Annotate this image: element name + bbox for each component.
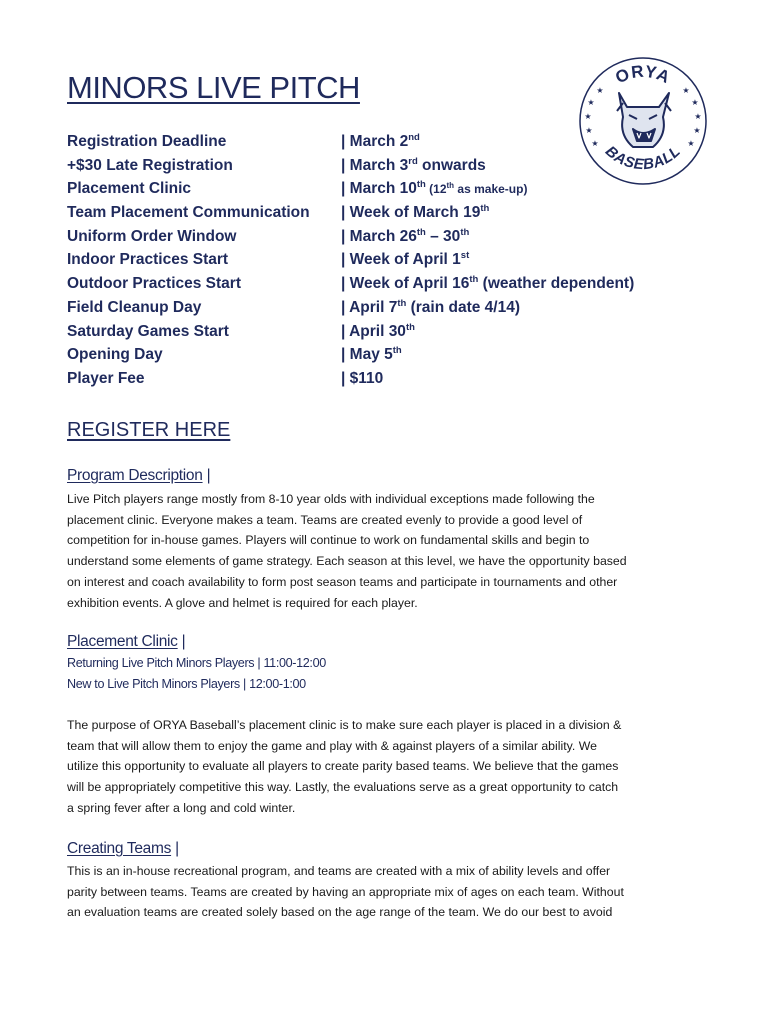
ordinal-suffix: th [446,181,455,191]
schedule-separator: | [341,180,350,198]
orya-baseball-logo [577,55,709,187]
schedule-value [341,228,469,246]
schedule-extra: (rain date 4/14) [406,298,520,316]
schedule-label: Saturday Games Start [67,322,229,340]
schedule-date: Week of April 16 [349,275,470,293]
schedule-label: Opening Day [67,346,163,364]
schedule-date: Week of April 1 [349,251,461,269]
register-here-link[interactable]: REGISTER HERE [67,419,231,441]
creating-teams-label: Creating Teams [67,840,172,857]
heading-separator: | [177,633,186,650]
text-line: an evaluation teams are created solely based on the age range of the team. We do our best to avoid [67,905,613,920]
schedule-label: Team Placement Communication [67,204,310,222]
schedule-value [341,323,415,341]
schedule-label: Uniform Order Window [67,227,237,245]
schedule-separator: | [341,322,350,340]
svg-text:★: ★ [687,139,695,148]
svg-text:★: ★ [584,112,592,121]
schedule-date: May 5 [349,346,393,364]
schedule-separator: | [341,346,350,364]
schedule-separator: | [341,369,350,387]
program-description-label: Program Description [67,467,203,484]
schedule-extra: (weather dependent) [478,275,635,293]
ordinal-suffix: rd [408,155,418,167]
heading-separator: | [202,467,211,484]
schedule-value [341,133,420,151]
text-line: will be appropriately competitive this way. Lastly, the evaluations serve as a great opportunity to catch [67,780,619,795]
schedule-value [341,370,383,388]
schedule-value [341,251,469,269]
placement-clinic-label: Placement Clinic [67,633,178,650]
text-line: team that will allow them to enjoy the game and play with & against players of a similar ability. We [67,738,597,753]
text-line: Live Pitch players range mostly from 8-10 year olds with individual exceptions made following the [67,492,595,506]
svg-text:★: ★ [691,98,699,107]
schedule-label: Player Fee [67,369,145,387]
text-line: This is an in-house recreational program, and teams are created with a mix of ability levels and offer [67,864,611,878]
text-line: placement clinic. Everyone makes a team. Teams are created evenly to provide a good level of [67,512,583,527]
clinic-time-new: New to Live Pitch Minors Players | 12:00-1:00 [67,677,306,691]
schedule-label: Indoor Practices Start [67,251,229,269]
schedule-date: Week of March 19 [349,204,481,222]
schedule-separator: | [341,133,350,150]
ordinal-suffix: nd [408,132,420,143]
placement-clinic-heading [67,633,185,651]
ordinal-suffix: th [460,226,470,238]
clinic-time-returning: Returning Live Pitch Minors Players | 11:00-12:00 [67,656,326,670]
ordinal-suffix: st [460,250,470,262]
creating-teams-heading [67,840,179,858]
schedule-date: March 3 [349,156,409,174]
text-line: a spring fever after a long and cold winter. [67,800,296,815]
ordinal-suffix: th [480,203,490,215]
schedule-separator: | [341,251,350,269]
schedule-value [341,180,527,198]
text-line: competition for in-house games. Players will continue to work on fundamental skills and begin to [67,533,590,548]
schedule-separator: | [341,275,350,293]
svg-text:★: ★ [587,98,595,107]
page-title: MINORS LIVE PITCH [67,70,360,105]
text-line: parity between teams. Teams are created by having an appropriate mix of ages on each team. Without [67,884,624,899]
schedule-date: $110 [349,369,384,387]
svg-text:★: ★ [591,139,599,148]
ordinal-suffix: th [416,226,426,238]
program-description-text [67,489,707,613]
logo-bottom-text: BASEBALL [601,142,685,174]
schedule-date: April 7 [349,298,398,316]
schedule-separator: | [341,298,350,316]
schedule-label: Placement Clinic [67,180,192,198]
schedule-label: +$30 Late Registration [67,156,233,174]
text-line: utilize this opportunity to evaluate all players to create parity based teams. We believe that the games [67,759,619,774]
schedule-value [341,346,402,364]
program-description-heading [67,467,210,485]
schedule-value [341,299,520,317]
schedule-extra: onwards [417,156,486,174]
schedule-date: March 2 [349,133,409,150]
schedule-value [341,204,489,222]
schedule-label: Outdoor Practices Start [67,275,241,293]
svg-text:★: ★ [585,126,593,135]
svg-text:★: ★ [693,126,701,135]
heading-separator: | [171,840,179,857]
schedule-extra: – 30 [425,227,461,245]
text-line: exhibition events. A glove and helmet is required for each player. [67,595,418,610]
ordinal-suffix: th [392,345,402,357]
text-line: The purpose of ORYA Baseball’s placement clinic is to make sure each player is placed in a division & [67,718,622,732]
svg-text:★: ★ [694,112,702,121]
schedule-value [341,157,486,175]
schedule-separator: | [341,156,350,174]
schedule-note [426,182,528,196]
schedule-date: March 26 [349,227,417,245]
schedule-label: Field Cleanup Day [67,298,202,316]
schedule-date: March 10 [349,180,417,198]
svg-text:★: ★ [596,86,604,95]
schedule-date: April 30 [349,322,406,340]
placement-clinic-text [67,715,707,819]
logo-top-text: ORYA [612,61,674,88]
ordinal-suffix: th [405,321,415,333]
ordinal-suffix: th [469,274,479,286]
ordinal-suffix: th [397,297,407,309]
note-text: (12 [425,182,447,197]
ordinal-suffix: th [416,179,426,191]
svg-text:ORYA [613,62,674,88]
creating-teams-text [67,861,707,923]
text-line: understand some elements of game strategy. Each season at this level, we have the opportunity based [67,554,627,569]
schedule-label: Registration Deadline [67,133,227,150]
svg-text:★: ★ [682,86,690,95]
schedule-separator: | [341,204,350,222]
text-line: on interest and coach availability to form post season teams and participate in tournaments and other [67,574,618,589]
schedule-separator: | [341,227,350,245]
schedule-value [341,275,634,293]
note-text: as make-up) [454,182,528,197]
